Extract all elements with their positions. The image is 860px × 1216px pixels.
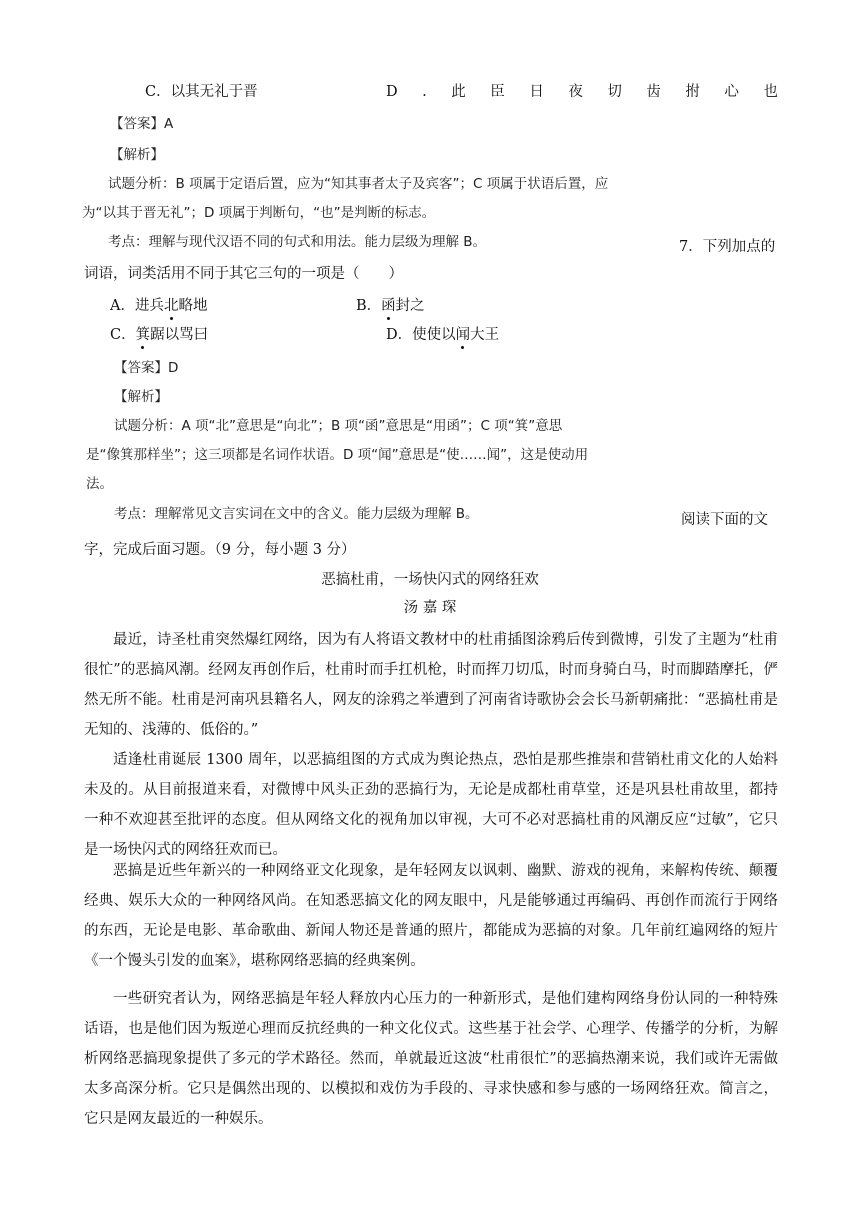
option-text: 封之 xyxy=(395,298,425,314)
q7-option-b xyxy=(356,296,425,316)
q6-analysis-title: 【解析】 xyxy=(110,147,164,163)
option-text: 踞以骂曰 xyxy=(150,327,209,343)
q6-analysis-line: 为“以其于晋无礼”；D 项属于判断句，“也”是判断的标志。 xyxy=(82,205,436,221)
article-paragraph: 恶搞是近些年新兴的一种网络亚文化现象，是年轻网友以讽刺、幽默、游戏的视角，来解构传统、颠覆经典、娱乐大众的一种网络风尚。在知悉恶搞文化的网友眼中，凡是能够通过再编码、再创作而流行于网络的东西，无论是电影、革命歌曲、新闻人物还是普通的照片，都能成为恶搞的对象。几年前红遍网络的短片《一个馒头引发的血案》，堪称网络恶搞的经典案例。 xyxy=(84,863,778,969)
option-text: 略地 xyxy=(178,298,208,314)
option-text: B． xyxy=(356,298,382,314)
article-paragraph: 最近，诗圣杜甫突然爆红网络，因为有人将语文教材中的杜甫插图涂鸦后传到微博，引发了主题为“杜甫很忙”的恶搞风潮。经网友再创作后，杜甫时而手扛机枪，时而挥刀切瓜，时而身骑白马，时而脚踏摩托，俨然无所不能。杜甫是河南巩县籍名人，网友的涂鸦之举遭到了河南省诗歌协会会长马新朝痛批：“恶搞杜甫是无知的、浅薄的、低俗的。” xyxy=(84,632,778,738)
q6-option-d-char: 齿 xyxy=(646,84,661,100)
q7-analysis-line: 法。 xyxy=(86,476,113,492)
dotted-word: 箕 xyxy=(135,327,151,343)
q6-option-d-char: 切 xyxy=(607,84,622,100)
reading-intro: 字，完成后面习题。（9 分，每小题 3 分） xyxy=(84,542,356,558)
q7-kaodian: 考点：理解常见文言实词在文中的含义。能力层级为理解 B。 xyxy=(114,506,479,522)
option-text: 大王 xyxy=(470,327,500,343)
article-author: 汤 嘉 琛 xyxy=(403,600,457,616)
q7-analysis-line: 是“像箕那样坐”；这三项都是名词作状语。D 项“闻”意思是“使……闻”，这是使动用 xyxy=(86,447,589,463)
q7-option-c xyxy=(110,325,208,345)
option-text: A．进兵 xyxy=(110,298,164,314)
q6-option-d-char: . xyxy=(422,84,427,100)
q7-option-a xyxy=(110,296,207,316)
q6-option-d xyxy=(386,82,778,102)
article-paragraph: 一些研究者认为，网络恶搞是年轻人释放内心压力的一种新形式，是他们建构网络身份认同的一种特殊话语，也是他们因为叛逆心理而反抗经典的一种文化仪式。这些基于社会学、心理学、传播学的分析，为解析网络恶搞现象提供了多元的学术路径。然而，单就最近这波“杜甫很忙”的恶搞热潮来说，我们或许无需做太多高深分析。它只是偶然出现的、以模拟和戏仿为手段的、寻求快感和参与感的一场网络狂欢。简言之，它只是网友最近的一种娱乐。 xyxy=(84,991,778,1127)
q6-option-d-char: D xyxy=(386,84,398,100)
option-text: D．使使以 xyxy=(386,327,456,343)
q6-kaodian: 考点：理解与现代汉语不同的句式和用法。能力层级为理解 B。 xyxy=(108,234,487,250)
q6-option-d-char: 夜 xyxy=(568,84,583,100)
q7-analysis-line: 试题分析：A 项“北”意思是“向北”；B 项“函”意思是“用函”；C 项“箕”意思 xyxy=(114,418,563,434)
q6-option-d-char: 也 xyxy=(763,84,778,100)
q6-option-d-char: 此 xyxy=(451,84,466,100)
q6-option-c: C．以其无礼于晋 xyxy=(145,84,258,100)
reading-intro-start: 阅读下面的文 xyxy=(681,512,768,528)
dotted-word: 函 xyxy=(381,298,396,314)
dotted-word: 闻 xyxy=(455,327,471,343)
dotted-word: 北 xyxy=(163,298,179,314)
q7-stem: 词语，词类活用不同于其它三句的一项是（ ） xyxy=(84,266,403,282)
q7-analysis-title: 【解析】 xyxy=(114,389,168,405)
article-title: 恶搞杜甫，一场快闪式的网络狂欢 xyxy=(321,572,539,588)
q7-answer: 【答案】D xyxy=(114,360,179,376)
q6-option-d-char: 心 xyxy=(724,84,739,100)
option-text: C． xyxy=(110,327,136,343)
q6-option-d-char: 臣 xyxy=(490,84,505,100)
q7-stem-start: 7．下列加点的 xyxy=(679,239,776,255)
q6-option-d-char: 拊 xyxy=(685,84,700,100)
q7-option-d xyxy=(386,325,499,345)
article-paragraph: 适逢杜甫诞辰 1300 周年，以恶搞组图的方式成为舆论热点，恐怕是那些推崇和营销杜甫文化的人始料未及的。从目前报道来看，对微博中风头正劲的恶搞行为，无论是成都杜甫草堂，还是巩县杜甫故里，都持一种不欢迎甚至批评的态度。但从网络文化的视角加以审视，大可不必对恶搞杜甫的风潮反应“过敏”，它只是一场快闪式的网络狂欢而已。 xyxy=(84,752,778,858)
q6-option-d-char: 日 xyxy=(529,84,544,100)
q6-answer: 【答案】A xyxy=(110,116,174,132)
q6-analysis-line: 试题分析：B 项属于定语后置，应为“知其事者太子及宾客”；C 项属于状语后置，应 xyxy=(108,176,609,192)
